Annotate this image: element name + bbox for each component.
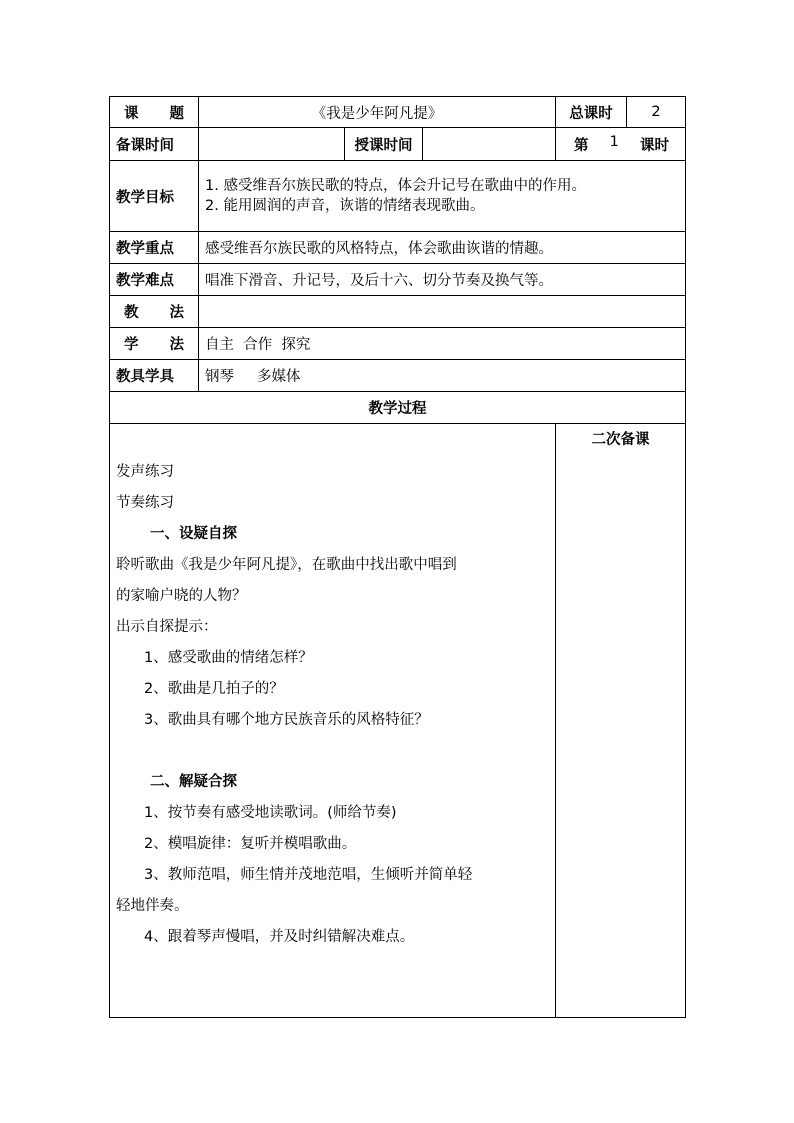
prep-time-value bbox=[199, 128, 345, 161]
goals-cell bbox=[199, 161, 686, 232]
second-prep-title: 二次备课 bbox=[591, 432, 650, 448]
method-row bbox=[110, 296, 686, 328]
study-value: 自主 合作 探究 bbox=[199, 328, 686, 360]
process-line: 1、感受歌曲的情绪怎样？ bbox=[144, 650, 313, 666]
lesson-number-cell bbox=[556, 128, 686, 161]
teach-time-label: 授课时间 bbox=[345, 128, 423, 161]
goals-label: 教学目标 bbox=[110, 161, 199, 232]
process-line: 轻地伴奏。 bbox=[116, 898, 189, 914]
study-row bbox=[110, 328, 686, 360]
difficulty-row bbox=[110, 264, 686, 296]
lesson-plan-table bbox=[109, 96, 686, 1018]
process-line: 3、歌曲具有哪个地方民族音乐的风格特征？ bbox=[144, 712, 429, 728]
topic-label-cell bbox=[110, 97, 199, 128]
method-label-b: 法 bbox=[169, 305, 184, 321]
focus-row bbox=[110, 232, 686, 264]
process-line: 2、模唱旋律：复听并模唱歌曲。 bbox=[144, 836, 357, 852]
section-heading: 二、解疑合探 bbox=[150, 774, 237, 790]
process-line: 3、教师范唱，师生情并茂地范唱，生倾听并简单轻 bbox=[144, 867, 473, 883]
process-line: 2、歌曲是几拍子的？ bbox=[144, 681, 284, 697]
process-content-cell bbox=[110, 424, 556, 1018]
process-body-row bbox=[110, 424, 686, 1018]
process-line: 发声练习 bbox=[116, 464, 174, 480]
lesson-prefix: 第 bbox=[574, 137, 589, 154]
second-prep-cell bbox=[556, 424, 686, 1018]
focus-value: 感受维吾尔族民歌的风格特点，体会歌曲诙谐的情趣。 bbox=[199, 232, 686, 264]
focus-label: 教学重点 bbox=[110, 232, 199, 264]
topic-row bbox=[110, 97, 686, 128]
tools-value: 钢琴 多媒体 bbox=[199, 360, 686, 392]
section-heading: 一、设疑自探 bbox=[150, 526, 237, 542]
process-line: 节奏练习 bbox=[116, 495, 174, 511]
total-hours-value: 2 bbox=[627, 97, 686, 128]
goal-item: 2. 能用圆润的声音，诙谐的情绪表现歌曲。 bbox=[205, 198, 485, 214]
time-row bbox=[110, 128, 686, 161]
process-line: 聆听歌曲《我是少年阿凡提》，在歌曲中找出歌中唱到 bbox=[116, 557, 457, 573]
method-label-cell bbox=[110, 296, 199, 328]
study-label-cell bbox=[110, 328, 199, 360]
difficulty-value: 唱准下滑音、升记号，及后十六、切分节奏及换气等。 bbox=[199, 264, 686, 296]
topic-value: 《我是少年阿凡提》 bbox=[199, 97, 556, 128]
study-label-b: 法 bbox=[169, 337, 184, 353]
process-line: 出示自探提示： bbox=[116, 619, 218, 635]
lesson-suffix: 课时 bbox=[640, 137, 669, 154]
lesson-number: 1 bbox=[609, 133, 619, 150]
method-value bbox=[199, 296, 686, 328]
study-label-a: 学 bbox=[124, 337, 139, 353]
process-line: 的家喻户晓的人物？ bbox=[116, 588, 247, 604]
tools-row bbox=[110, 360, 686, 392]
difficulty-label: 教学难点 bbox=[110, 264, 199, 296]
process-title-row bbox=[110, 392, 686, 424]
topic-label-a: 课 bbox=[124, 105, 139, 122]
process-title: 教学过程 bbox=[110, 392, 686, 424]
process-line: 4、跟着琴声慢唱，并及时纠错解决难点。 bbox=[144, 929, 415, 945]
teach-time-value bbox=[423, 128, 556, 161]
tools-label: 教具学具 bbox=[110, 360, 199, 392]
topic-label-b: 题 bbox=[169, 105, 184, 122]
total-hours-label: 总课时 bbox=[556, 97, 627, 128]
method-label-a: 教 bbox=[124, 305, 139, 321]
goal-item: 1. 感受维吾尔族民歌的特点，体会升记号在歌曲中的作用。 bbox=[205, 178, 586, 194]
process-line: 1、按节奏有感受地读歌词。(师给节奏) bbox=[144, 805, 397, 821]
prep-time-label: 备课时间 bbox=[110, 128, 199, 161]
goals-row bbox=[110, 161, 686, 232]
